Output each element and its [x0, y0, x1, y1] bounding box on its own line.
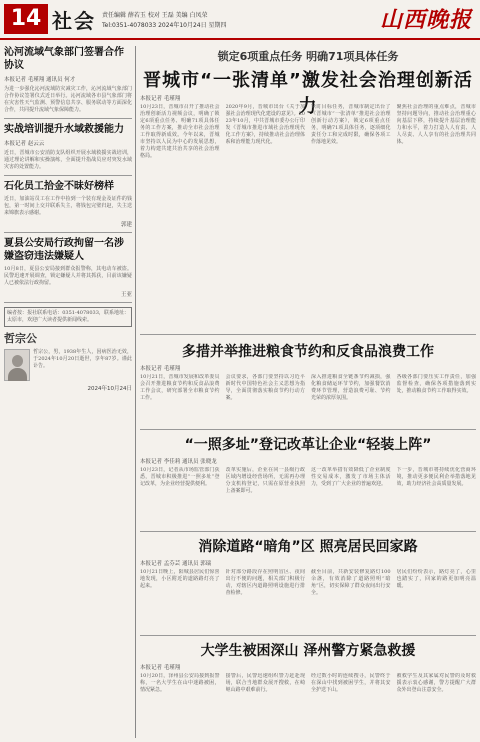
obituary-text: 哲宗公，男，1938年生人，因病医治无效，于2024年10月20日逝世，享年87岁。谨此讣告。 [33, 349, 132, 369]
page-number: 14 [4, 4, 48, 34]
story2-columns [140, 374, 476, 426]
story3-col: 下一步，晋城市将持续优化营商环境，推动更多便民利企举措落地见效，助力经济社会高质量发展。 [396, 467, 476, 487]
story5-columns [140, 673, 476, 735]
story4-col: 10月21日晚上，阳城县居民们惊喜地发现，小区附近的道路路灯亮了起来。 [140, 569, 220, 589]
story3-byline: 本报记者 李佳莉 通讯员 张晓龙 [140, 459, 217, 465]
story5-headline: 大学生被困深山 泽州警方紧急救援 [200, 643, 416, 659]
story4-headline: 消除道路“暗角”区 照亮居民回家路 [198, 539, 418, 555]
article-author: 郭建 [120, 222, 132, 228]
article-xia-police [4, 237, 132, 303]
main-area [140, 46, 476, 738]
story3-col: 这一改革举措有效降低了企业制度性交易成本，激发了市场主体活力，受到了广大企业的普遍欢迎。 [311, 467, 391, 487]
story1-byline: 本报记者 毛瑾翔 [140, 96, 181, 102]
story5-byline: 本报记者 毛瑾翔 [140, 665, 181, 671]
story1-col: 10月23日，晋城市召开了推动社会治理创新活力视频会议，明确了锁定6项重点任务、明确71项具体任务的工作方案，推动全市社会治理工作取得新成效。今年以来，晋城市坚持以人民为中心的发展思想，着力构建共建共治共享的社会治理格局。 [140, 104, 220, 159]
section-title: 社会 [52, 9, 96, 33]
article-body: 近日，加油站员工在工作中捡到一个装有现金及证件的钱包，第一时间上交并联系失主，将钱包完璧归赵，失主送来锦旗表示感谢。 [4, 196, 132, 216]
obituary-portrait-photo [4, 349, 30, 381]
story3-columns [140, 467, 476, 527]
article-body: 为进一步强化沁河流域防灾减灾工作，沁河流域气象部门合作协议签署仪式近日举行。沁河流域各市县气象部门将在灾害性天气监测、预警信息共享、服务联动等方面深化合作，共同提升流域气象保障能力。 [4, 86, 132, 113]
story2-col: 10月21日，晋城市发展和改革委员会召开推进粮食节约和反食品浪费工作会议，研究部署全市粮食节约工作。 [140, 374, 220, 401]
article-byline: 本报记者 赵云云 [4, 141, 45, 147]
obituary [4, 349, 132, 381]
story4-col: 居民们纷纷表示，路灯亮了，心里也踏实了，回家的路更加明亮温暖。 [396, 569, 476, 589]
story-divider [140, 429, 476, 430]
story4-col: 针对部分路段存在照明盲区、夜间出行不便的问题，相关部门积极行动，对辖区内道路照明设施进行排查检修。 [225, 569, 305, 596]
story4-columns [140, 569, 476, 631]
story4-byline: 本报记者 孟芬芸 通讯员 郭瑞 [140, 561, 212, 567]
story5-col: 被救学生及其家属对民警的及时救援表示衷心感谢，警方提醒广大群众外出登山注意安全。 [396, 673, 476, 693]
newspaper-logo: 山西晚报 [379, 7, 472, 33]
column-divider [135, 46, 136, 738]
article-honest-worker [4, 180, 132, 233]
story1-columns [140, 104, 476, 330]
story2-byline: 本报记者 毛瑾翔 [140, 366, 181, 372]
story5-col: 经过数小时的连续搜寻，民警终于在深山中找到被困学生，并将其安全护送下山。 [311, 673, 391, 693]
story5-col: 接警后，民警迅速组织警力赶赴现场，联合当地群众展开搜救，在崎岖山路中艰难前行。 [225, 673, 305, 693]
story1-kicker: 锁定6项重点任务 明确71项具体任务 [217, 50, 399, 63]
story4-col: 截至目前，共新安装修复路灯100余盏，有效消除了道路照明“暗角”区，切实保障了群众夜间出行安全。 [311, 569, 391, 596]
editor-note-text: 编者按：报社联系电话：0351-4078033，联系地址：太原市，欢迎广大读者提供新闻线索。 [7, 310, 129, 323]
obituary-title: 哲宗公 [4, 332, 37, 345]
story2-col: 会议要求，各部门要坚持以习近平新时代中国特色社会主义思想为指导，全面贯彻落实粮食节约行动方案。 [225, 374, 305, 401]
story1-headline: 晋城市“一张清单”激发社会治理创新活力 [143, 70, 473, 117]
article-weather-agreement [4, 46, 132, 119]
story3-headline: “一照多址”登记改革让企业“轻装上阵” [184, 437, 432, 453]
masthead-contact-date: Tel:0351-4078033 2024年10月24日 星期四 [102, 22, 227, 29]
story1-col: 紧盯目标任务，晋城市制定出台了《晋城市“一张清单”推进社会治理创新行动方案》，锁定6项重点任务，明确71项具体任务，逐项细化责任分工和完成时限，确保各项工作落地见效。 [311, 104, 391, 145]
article-headline: 石化员工拾金不昧好榜样 [4, 181, 114, 192]
story2-col: 各级各部门要压实工作责任，加强监督检查，确保各项措施落到实处，推动粮食节约工作取得实效。 [396, 374, 476, 394]
article-byline: 本报记者 毛瑾翔 通讯员 何才 [4, 77, 76, 83]
story-divider [140, 334, 476, 335]
masthead-editors: 责任编辑 薛若玉 校对 王磊 美编 白凤荣 [102, 12, 208, 19]
story3-col: 改革实施后，企业在同一县级行政区域内增设经营场所，无需再办理分支机构登记，只需在原营业执照上备案即可。 [225, 467, 305, 494]
article-author: 王亚 [120, 292, 132, 298]
story5-col: 10月20日，泽州县公安局接到报警称，一名大学生在山中迷路被困，情况紧急。 [140, 673, 220, 693]
article-body: 10月8日，夏县公安局接到群众报警称，其电动车被盗。民警迅速开展调查，锁定嫌疑人并将其抓获，目前该嫌疑人已被依法行政拘留。 [4, 266, 132, 286]
article-headline: 夏县公安局行政拘留一名涉嫌盗窃违法嫌疑人 [4, 238, 124, 262]
left-column [4, 46, 132, 738]
article-water-rescue [4, 123, 132, 176]
obituary-signoff: 2024年10月24日 [87, 386, 132, 392]
article-body: 近日，晋城市公安消防支队组织开展水域救援实战培训，通过理论讲解和实操演练，全面提升指战员应对突发水域灾害的处置能力。 [4, 150, 132, 170]
story3-col: 10月23日，记者从市场监管部门获悉，晋城市积极推进“一照多址”登记改革，为企业经营提供便利。 [140, 467, 220, 487]
story-divider [140, 635, 476, 636]
article-headline: 实战培训提升水域救援能力 [4, 124, 124, 135]
story2-headline: 多措并举推进粮食节约和反食品浪费工作 [182, 344, 434, 360]
story1-col: 聚焦社会治理的重点难点，晋城市坚持问题导向，推动社会治理重心向基层下移，持续提升基层治理能力和水平，着力打造人人有责、人人尽责、人人享有的社会治理共同体。 [396, 104, 476, 145]
article-headline: 沁河流域气象部门签署合作协议 [4, 47, 124, 71]
story-divider [140, 531, 476, 532]
story1-col: 2020年9月，晋城市出台《关于加强社会治理现代化建设的意见》。2023年10月，中共晋城市委办公厅印发《晋城市推进市域社会治理现代化工作方案》，持续推动社会治理体系和治理能力现代化。 [225, 104, 305, 145]
masthead [0, 0, 480, 40]
story2-col: 深入推进粮食全链条节约减损，强化粮食储运环节节约，加强餐饮消费环节管理，营造浪费可耻、节约光荣的浓厚氛围。 [311, 374, 391, 401]
editor-note-box [4, 307, 132, 327]
